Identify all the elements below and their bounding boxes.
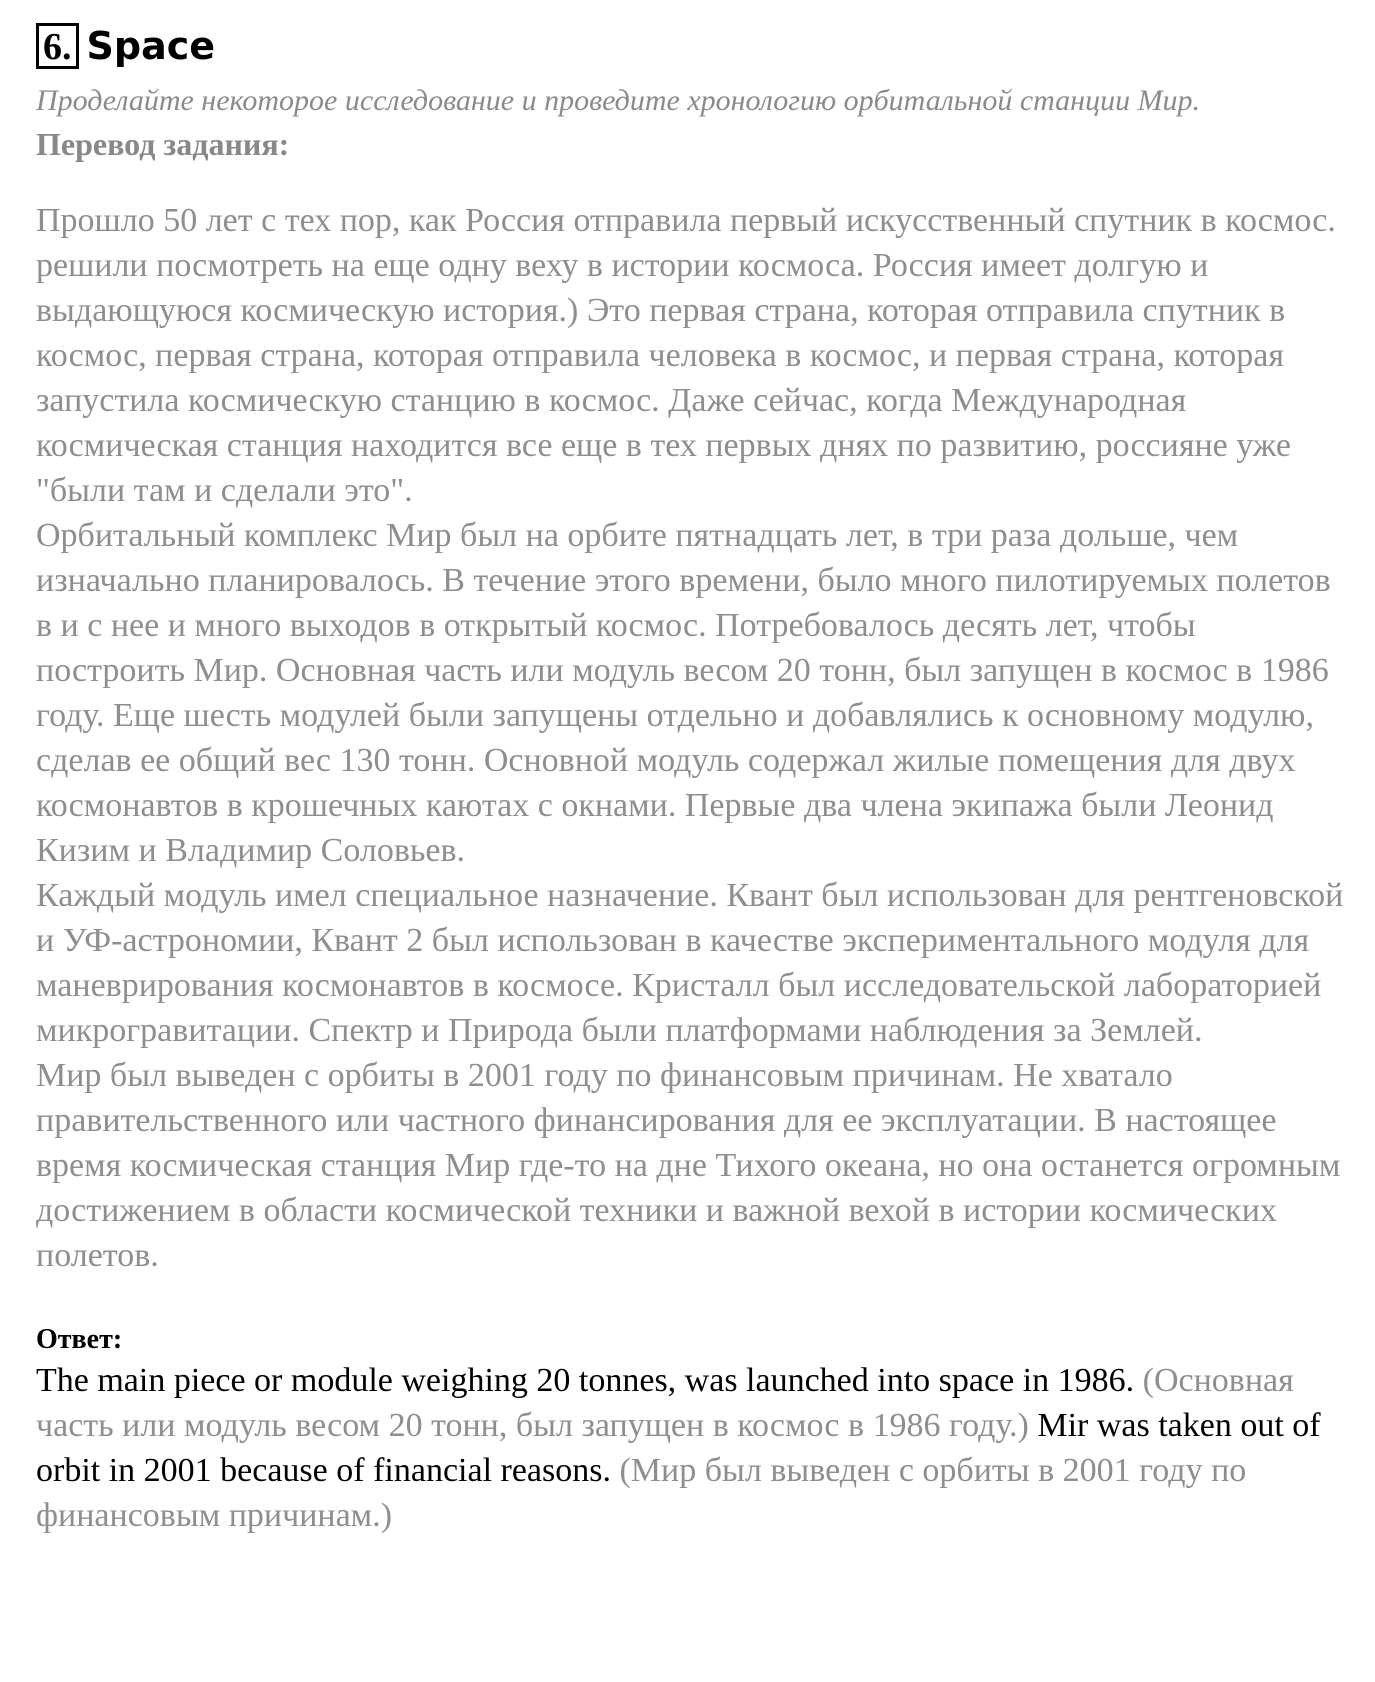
translation-paragraph: Мир был выведен с орбиты в 2001 году по финансовым причинам. Не хватало правительственного или частного финансирования для ее эксплуатации. В настоящее время космическая станция Мир где-то на дне Тихого океана, но она останется огромным достижением в области космической техники и важной вехой в истории космических полетов. xyxy=(36,1057,1341,1274)
answer-text xyxy=(36,1358,1346,1538)
answer-english-1: The main piece or module weighing 20 tonnes, was launched into space in 1986. xyxy=(36,1362,1135,1399)
translation-paragraph: Каждый модуль имел специальное назначение. Квант был использован для рентгеновской и УФ-астрономии, Квант 2 был использован в качестве экспериментального модуля для маневрирования космонавтов в космосе. Кристалл был исследовательской лабораторией микрогравитации. Спектр и Природа были платформами наблюдения за Землей. xyxy=(36,877,1344,1049)
exercise-title: Space xyxy=(86,24,216,68)
translation-paragraph: Прошло 50 лет с тех пор, как Россия отправила первый искусственный спутник в космос. решили посмотреть на еще одну веху в истории космоса. Россия имеет долгую и выдающуюся космическую история.) Это первая страна, которая отправила спутник в космос, первая страна, которая отправила человека в космос, и первая страна, которая запустила космическую станцию в космос. Даже сейчас, когда Международная космическая станция находится все еще в тех первых днях по развитию, россияне уже "были там и сделали это". xyxy=(36,202,1336,509)
exercise-header xyxy=(36,22,1346,70)
answer-heading: Ответ: xyxy=(36,1324,123,1355)
translation-heading: Перевод задания: xyxy=(36,126,290,162)
translation-text xyxy=(36,198,1346,1278)
exercise-number: 6. xyxy=(36,23,79,69)
task-text: Проделайте некоторое исследование и проведите хронологию орбитальной станции Мир. xyxy=(36,84,1201,117)
page xyxy=(36,22,1346,1538)
answer-russian-1: (Основная часть или модуль весом 20 тонн, был запущен в космос в 1986 году.) xyxy=(36,1362,1294,1444)
answer-russian-2: (Мир был выведен с орбиты в 2001 году по финансовым причинам.) xyxy=(36,1452,1247,1534)
answer-english-2: Mir was taken out of orbit in 2001 because of financial reasons. xyxy=(36,1407,1321,1489)
translation-paragraph: Орбитальный комплекс Мир был на орбите пятнадцать лет, в три раза дольше, чем изначально планировалось. В течение этого времени, было много пилотируемых полетов в и с нее и много выходов в открытый космос. Потребовалось десять лет, чтобы построить Мир. Основная часть или модуль весом 20 тонн, был запущен в космос в 1986 году. Еще шесть модулей были запущены отдельно и добавлялись к основному модулю, сделав ее общий вес 130 тонн. Основной модуль содержал жилые помещения для двух космонавтов в крошечных каютах с окнами. Первые два члена экипажа были Леонид Кизим и Владимир Соловьев. xyxy=(36,517,1331,869)
